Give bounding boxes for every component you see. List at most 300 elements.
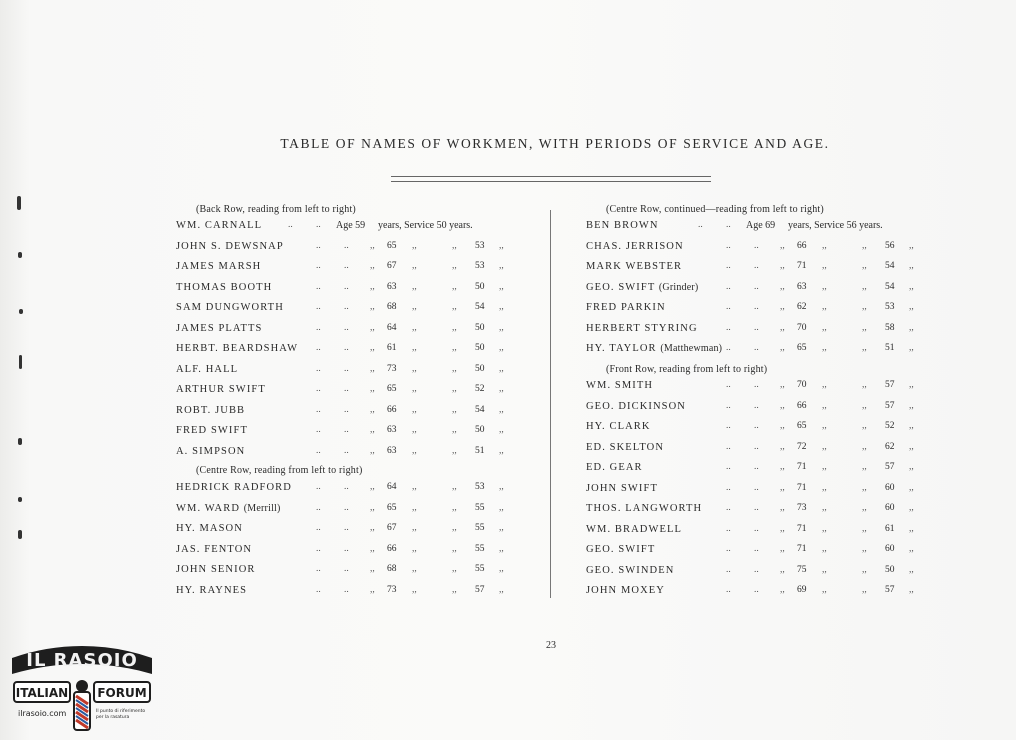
ditto-mark: ,,: [499, 322, 504, 333]
service-value: 57: [885, 380, 895, 390]
ditto-mark: ,,: [499, 564, 504, 574]
age-value: 70: [797, 322, 807, 333]
table-row: [586, 302, 946, 318]
dot-leader: ..: [754, 380, 759, 390]
age-value: 75: [797, 564, 807, 575]
ditto-mark: ,,: [822, 564, 827, 575]
ditto-mark: ,,: [499, 384, 504, 394]
ditto-mark: ,,: [412, 363, 417, 374]
age-value: 71: [797, 523, 807, 534]
ditto-mark: ,,: [862, 261, 867, 271]
workman-name: HEDRICK RADFORD: [176, 482, 292, 493]
ditto-mark: ,,: [862, 302, 867, 312]
ditto-mark: ,,: [499, 523, 504, 533]
dot-leader: ..: [726, 441, 731, 452]
ditto-mark: ,,: [412, 564, 417, 574]
workman-name: HERBERT STYRING: [586, 322, 698, 334]
dot-leader: ..: [344, 523, 349, 533]
dot-leader: ..: [288, 220, 293, 230]
ditto-mark: ,,: [909, 322, 914, 333]
ditto-mark: ,,: [822, 380, 827, 390]
ditto-mark: ,,: [780, 400, 785, 411]
ditto-mark: ,,: [370, 343, 375, 353]
ditto-mark: ,,: [822, 441, 827, 452]
table-row: [176, 482, 536, 498]
dot-leader: ..: [344, 322, 349, 333]
table-row: [586, 565, 946, 581]
workman-name: ROBT. JUBB: [176, 404, 246, 416]
section-heading-centre-continued: (Centre Row, continued—reading from left to right): [606, 204, 824, 215]
workman-name: WM. SMITH: [586, 380, 654, 391]
service-value: 56: [885, 240, 895, 251]
page-number: 23: [546, 640, 556, 651]
dot-leader: ..: [316, 425, 321, 435]
workman-name: THOS. LANGWORTH: [586, 503, 703, 514]
ditto-mark: ,,: [909, 544, 914, 554]
dot-leader: ..: [726, 462, 731, 472]
ditto-mark: ,,: [862, 281, 867, 292]
dot-leader: ..: [754, 421, 759, 431]
dot-leader: ..: [754, 400, 759, 411]
service-value: 54: [475, 302, 485, 312]
ditto-mark: ,,: [499, 261, 504, 271]
ditto-mark: ,,: [780, 322, 785, 333]
ditto-mark: ,,: [780, 544, 785, 554]
age-value: 66: [797, 400, 807, 411]
dot-leader: ..: [344, 343, 349, 353]
ditto-mark: ,,: [412, 482, 417, 492]
workman-note: (Merrill): [243, 502, 281, 514]
service-value: 60: [885, 482, 895, 493]
workman-name: JAMES MARSH: [176, 261, 262, 272]
dot-leader: ..: [316, 445, 321, 456]
ditto-mark: ,,: [452, 564, 457, 574]
age-value: 65: [387, 502, 397, 513]
workman-name: HY. RAYNES: [176, 584, 248, 596]
service-value: 53: [475, 240, 485, 251]
table-row: [586, 220, 946, 236]
workman-name: JOHN S. DEWSNAP: [176, 240, 284, 252]
ditto-mark: ,,: [909, 462, 914, 472]
table-row: [586, 261, 946, 277]
service-value: 52: [885, 421, 895, 431]
ditto-mark: ,,: [499, 584, 504, 595]
table-row: [586, 421, 946, 437]
ditto-mark: ,,: [452, 584, 457, 595]
ditto-mark: ,,: [370, 302, 375, 312]
age-value: 68: [387, 564, 397, 574]
binding-hole-mark: [19, 309, 23, 314]
service-value: 57: [885, 585, 895, 595]
ditto-mark: ,,: [412, 523, 417, 533]
ditto-mark: ,,: [499, 343, 504, 353]
ditto-mark: ,,: [412, 425, 417, 435]
workman-name: MARK WEBSTER: [586, 261, 683, 272]
ditto-mark: ,,: [370, 543, 375, 554]
ditto-mark: ,,: [452, 302, 457, 312]
age-value: 71: [797, 544, 807, 554]
age-value: 73: [797, 503, 807, 513]
dot-leader: ..: [726, 564, 731, 575]
dot-leader: ..: [726, 220, 731, 230]
ditto-mark: ,,: [780, 261, 785, 271]
table-row: [586, 323, 946, 339]
workman-name: HERBT. BEARDSHAW: [176, 343, 299, 354]
column-divider: [550, 210, 551, 598]
binding-hole-mark: [18, 530, 22, 539]
service-value: 50: [475, 281, 485, 292]
binding-hole-mark: [18, 497, 22, 502]
ditto-mark: ,,: [370, 445, 375, 456]
table-row: [176, 323, 536, 339]
ditto-mark: ,,: [452, 404, 457, 415]
table-row: [176, 241, 536, 257]
workman-name: THOMAS BOOTH: [176, 281, 273, 293]
age-value: 61: [387, 343, 397, 353]
ditto-mark: ,,: [862, 564, 867, 575]
age-value: 66: [797, 240, 807, 251]
table-row: [176, 220, 536, 236]
service-value: 54: [885, 261, 895, 271]
age-value: 67: [387, 261, 397, 271]
dot-leader: ..: [726, 240, 731, 251]
table-row: [176, 585, 536, 601]
workman-name: GEO. DICKINSON: [586, 400, 686, 412]
ditto-mark: ,,: [862, 400, 867, 411]
dot-leader: ..: [698, 220, 703, 230]
service-value: 57: [475, 584, 485, 595]
ditto-mark: ,,: [909, 380, 914, 390]
service-value: 55: [475, 564, 485, 574]
ditto-mark: ,,: [780, 421, 785, 431]
dot-leader: ..: [754, 281, 759, 292]
ditto-mark: ,,: [452, 261, 457, 271]
ditto-mark: ,,: [499, 502, 504, 513]
age-value: 73: [387, 584, 397, 595]
dot-leader: ..: [726, 343, 731, 353]
ditto-mark: ,,: [412, 240, 417, 251]
table-row: [176, 343, 536, 359]
ditto-mark: ,,: [780, 482, 785, 493]
ditto-mark: ,,: [412, 584, 417, 595]
ditto-mark: ,,: [780, 302, 785, 312]
service-value: 57: [885, 462, 895, 472]
ditto-mark: ,,: [499, 404, 504, 415]
service-value: 58: [885, 322, 895, 333]
service-value: 61: [885, 523, 895, 534]
ditto-mark: ,,: [862, 585, 867, 595]
table-row: [586, 442, 946, 458]
age-value: 63: [387, 425, 397, 435]
dot-leader: ..: [316, 343, 321, 353]
ditto-mark: ,,: [452, 322, 457, 333]
workman-name: JOHN SENIOR: [176, 564, 256, 575]
ditto-mark: ,,: [909, 261, 914, 271]
ditto-mark: ,,: [499, 445, 504, 456]
dot-leader: ..: [344, 482, 349, 492]
ditto-mark: ,,: [862, 482, 867, 493]
ditto-mark: ,,: [452, 445, 457, 456]
dot-leader: ..: [754, 585, 759, 595]
ditto-mark: ,,: [780, 564, 785, 575]
ditto-mark: ,,: [822, 421, 827, 431]
service-value: 50: [475, 343, 485, 353]
dot-leader: ..: [726, 322, 731, 333]
age-value: 71: [797, 482, 807, 493]
table-row: [586, 282, 946, 298]
ditto-mark: ,,: [862, 421, 867, 431]
table-row: [176, 405, 536, 421]
service-value: 50: [475, 363, 485, 374]
ditto-mark: ,,: [822, 503, 827, 513]
ditto-mark: ,,: [452, 281, 457, 292]
ditto-mark: ,,: [499, 302, 504, 312]
workman-name: HY. CLARK: [586, 421, 651, 432]
ditto-mark: ,,: [452, 425, 457, 435]
workman-name: ED. GEAR: [586, 462, 643, 473]
ditto-mark: ,,: [862, 240, 867, 251]
ditto-mark: ,,: [452, 240, 457, 251]
age-value: 71: [797, 261, 807, 271]
ditto-mark: ,,: [412, 281, 417, 292]
service-value: 62: [885, 441, 895, 452]
dot-leader: ..: [316, 302, 321, 312]
workman-name: ALF. HALL: [176, 363, 239, 375]
dot-leader: ..: [344, 240, 349, 251]
table-row: [586, 343, 946, 359]
dot-leader: ..: [316, 322, 321, 333]
dot-leader: ..: [726, 302, 731, 312]
age-value: 65: [387, 384, 397, 394]
dot-leader: ..: [316, 404, 321, 415]
ditto-mark: ,,: [862, 544, 867, 554]
ditto-mark: ,,: [499, 240, 504, 251]
dot-leader: ..: [316, 482, 321, 492]
service-value: 54: [475, 404, 485, 415]
workman-name: FRED SWIFT: [176, 425, 248, 436]
workman-name: GEO. SWIFT: [586, 544, 656, 555]
ditto-mark: ,,: [780, 585, 785, 595]
service-value: 50: [885, 564, 895, 575]
workman-name: A. SIMPSON: [176, 445, 246, 457]
workman-note: (Matthewman): [660, 343, 723, 354]
workman-name: BEN BROWN: [586, 220, 659, 231]
ditto-mark: ,,: [822, 544, 827, 554]
dot-leader: ..: [316, 523, 321, 533]
ditto-mark: ,,: [780, 380, 785, 390]
table-row: [586, 401, 946, 417]
ditto-mark: ,,: [370, 384, 375, 394]
dot-leader: ..: [344, 425, 349, 435]
workman-name: CHAS. JERRISON: [586, 240, 684, 252]
service-value: 50: [475, 322, 485, 333]
workman-name: WM. BRADWELL: [586, 523, 683, 535]
ditto-mark: ,,: [862, 462, 867, 472]
dot-leader: ..: [726, 544, 731, 554]
ditto-mark: ,,: [370, 404, 375, 415]
dot-leader: ..: [754, 441, 759, 452]
ditto-mark: ,,: [862, 503, 867, 513]
ditto-mark: ,,: [909, 585, 914, 595]
dot-leader: ..: [316, 384, 321, 394]
age-value: 65: [797, 421, 807, 431]
dot-leader: ..: [344, 564, 349, 574]
ditto-mark: ,,: [370, 523, 375, 533]
section-heading-centre-row: (Centre Row, reading from left to right): [196, 465, 363, 476]
ditto-mark: ,,: [370, 261, 375, 271]
ditto-mark: ,,: [780, 462, 785, 472]
dot-leader: ..: [754, 482, 759, 493]
ditto-mark: ,,: [909, 421, 914, 431]
workman-note: (Grinder): [658, 281, 699, 293]
ditto-mark: ,,: [862, 380, 867, 390]
service-value: 60: [885, 544, 895, 554]
dot-leader: ..: [344, 363, 349, 374]
dot-leader: ..: [316, 502, 321, 513]
ditto-mark: ,,: [499, 543, 504, 554]
dot-leader: ..: [754, 302, 759, 312]
ditto-mark: ,,: [412, 543, 417, 554]
workman-name: JOHN MOXEY: [586, 585, 665, 596]
ditto-mark: ,,: [909, 281, 914, 292]
ditto-mark: ,,: [780, 240, 785, 251]
binding-hole-mark: [18, 252, 22, 258]
ditto-mark: ,,: [822, 585, 827, 595]
service-value: 55: [475, 523, 485, 533]
ditto-mark: ,,: [452, 363, 457, 374]
dot-leader: ..: [316, 220, 321, 230]
dot-leader: ..: [316, 240, 321, 251]
age-value: Age 59: [336, 220, 366, 231]
ditto-mark: ,,: [370, 502, 375, 513]
ditto-mark: ,,: [862, 523, 867, 534]
dot-leader: ..: [754, 322, 759, 333]
dot-leader: ..: [316, 584, 321, 595]
service-value: 51: [885, 343, 895, 353]
age-value: 65: [387, 240, 397, 251]
service-value: years, Service 56 years.: [788, 220, 883, 231]
ditto-mark: ,,: [909, 400, 914, 411]
table-row: [586, 462, 946, 478]
ditto-mark: ,,: [412, 261, 417, 271]
table-row: [176, 446, 536, 462]
svg-text:FORUM: FORUM: [97, 686, 147, 700]
workman-name: WM. WARD (Merrill): [176, 502, 281, 514]
age-value: 71: [797, 462, 807, 472]
age-value: 66: [387, 404, 397, 415]
logo-title: IL RASOIO: [26, 650, 138, 671]
ditto-mark: ,,: [822, 482, 827, 493]
ditto-mark: ,,: [499, 482, 504, 492]
dot-leader: ..: [726, 421, 731, 431]
age-value: 69: [797, 585, 807, 595]
table-row: [176, 261, 536, 277]
service-value: 60: [885, 503, 895, 513]
age-value: 63: [797, 281, 807, 292]
ditto-mark: ,,: [370, 584, 375, 595]
ditto-mark: ,,: [499, 363, 504, 374]
ditto-mark: ,,: [780, 503, 785, 513]
dot-leader: ..: [754, 240, 759, 251]
ditto-mark: ,,: [822, 302, 827, 312]
table-row: [586, 380, 946, 396]
dot-leader: ..: [754, 523, 759, 534]
age-value: Age 69: [746, 220, 776, 231]
ditto-mark: ,,: [909, 482, 914, 493]
service-value: 55: [475, 543, 485, 554]
service-value: 55: [475, 502, 485, 513]
workman-name: GEO. SWIFT (Grinder): [586, 281, 699, 293]
dot-leader: ..: [726, 261, 731, 271]
table-row: [176, 384, 536, 400]
svg-text:Il punto di riferimento: Il punto di riferimento: [96, 709, 146, 714]
table-row: [586, 585, 946, 601]
dot-leader: ..: [344, 502, 349, 513]
table-row: [586, 483, 946, 499]
svg-text:ITALIAN: ITALIAN: [15, 686, 69, 700]
age-value: 73: [387, 363, 397, 374]
service-value: 57: [885, 400, 895, 411]
ditto-mark: ,,: [452, 482, 457, 492]
section-heading-front-row: (Front Row, reading from left to right): [606, 364, 768, 375]
service-value: 53: [475, 261, 485, 271]
service-value: 53: [475, 482, 485, 492]
table-row: [176, 523, 536, 539]
ditto-mark: ,,: [822, 322, 827, 333]
ditto-mark: ,,: [412, 302, 417, 312]
ditto-mark: ,,: [780, 523, 785, 534]
dot-leader: ..: [726, 281, 731, 292]
ditto-mark: ,,: [452, 523, 457, 533]
ditto-mark: ,,: [499, 281, 504, 292]
dot-leader: ..: [344, 281, 349, 292]
svg-text:per la rasatura: per la rasatura: [96, 715, 130, 720]
dot-leader: ..: [726, 482, 731, 493]
age-value: 66: [387, 543, 397, 554]
binding-hole-mark: [19, 355, 22, 369]
age-value: 70: [797, 380, 807, 390]
workman-name: HY. MASON: [176, 523, 243, 534]
page-title: TABLE OF NAMES OF WORKMEN, WITH PERIODS OF SERVICE AND AGE.: [280, 136, 830, 151]
service-value: 52: [475, 384, 485, 394]
dot-leader: ..: [726, 523, 731, 534]
ditto-mark: ,,: [822, 261, 827, 271]
binding-hole-mark: [18, 438, 22, 445]
table-row: [176, 364, 536, 380]
service-value: years, Service 50 years.: [378, 220, 473, 231]
dot-leader: ..: [754, 544, 759, 554]
svg-text:ilrasoio.com: ilrasoio.com: [18, 709, 67, 718]
ditto-mark: ,,: [780, 281, 785, 292]
dot-leader: ..: [344, 543, 349, 554]
dot-leader: ..: [316, 363, 321, 374]
title-double-rule: [391, 176, 711, 182]
workman-name: ARTHUR SWIFT: [176, 384, 266, 395]
dot-leader: ..: [344, 445, 349, 456]
ditto-mark: ,,: [909, 343, 914, 353]
workman-name: HY. TAYLOR (Matthewman): [586, 343, 723, 354]
workman-name: ED. SKELTON: [586, 441, 665, 453]
age-value: 65: [797, 343, 807, 353]
ditto-mark: ,,: [452, 384, 457, 394]
ditto-mark: ,,: [909, 503, 914, 513]
table-row: [586, 503, 946, 519]
ditto-mark: ,,: [499, 425, 504, 435]
ditto-mark: ,,: [412, 322, 417, 333]
age-value: 63: [387, 281, 397, 292]
ditto-mark: ,,: [822, 523, 827, 534]
workman-name: JOHN SWIFT: [586, 482, 658, 494]
